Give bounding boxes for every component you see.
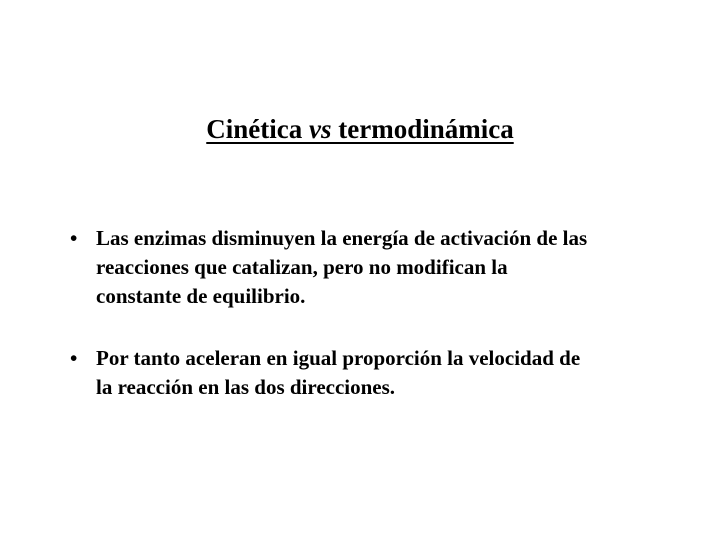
- bullet-item: [70, 224, 670, 311]
- bullet-line: reacciones que catalizan, pero no modifican la: [96, 255, 508, 279]
- bullet-line: constante de equilibrio.: [96, 284, 306, 308]
- slide-title-text: [206, 114, 513, 144]
- bullet-line: la reacción en las dos direcciones.: [96, 375, 396, 399]
- bullet-list: [70, 224, 670, 435]
- bullet-item: [70, 344, 670, 402]
- bullet-marker: •: [70, 226, 78, 250]
- bullet-marker: •: [70, 346, 78, 370]
- slide-title: [0, 112, 720, 146]
- bullet-line: Por tanto aceleran en igual proporción la velocidad de: [96, 346, 581, 370]
- title-suffix: termodinámica: [331, 114, 514, 144]
- title-prefix: Cinética: [206, 114, 309, 144]
- bullet-line: Las enzimas disminuyen la energía de activación de las: [96, 226, 588, 250]
- title-emphasis: vs: [309, 114, 332, 144]
